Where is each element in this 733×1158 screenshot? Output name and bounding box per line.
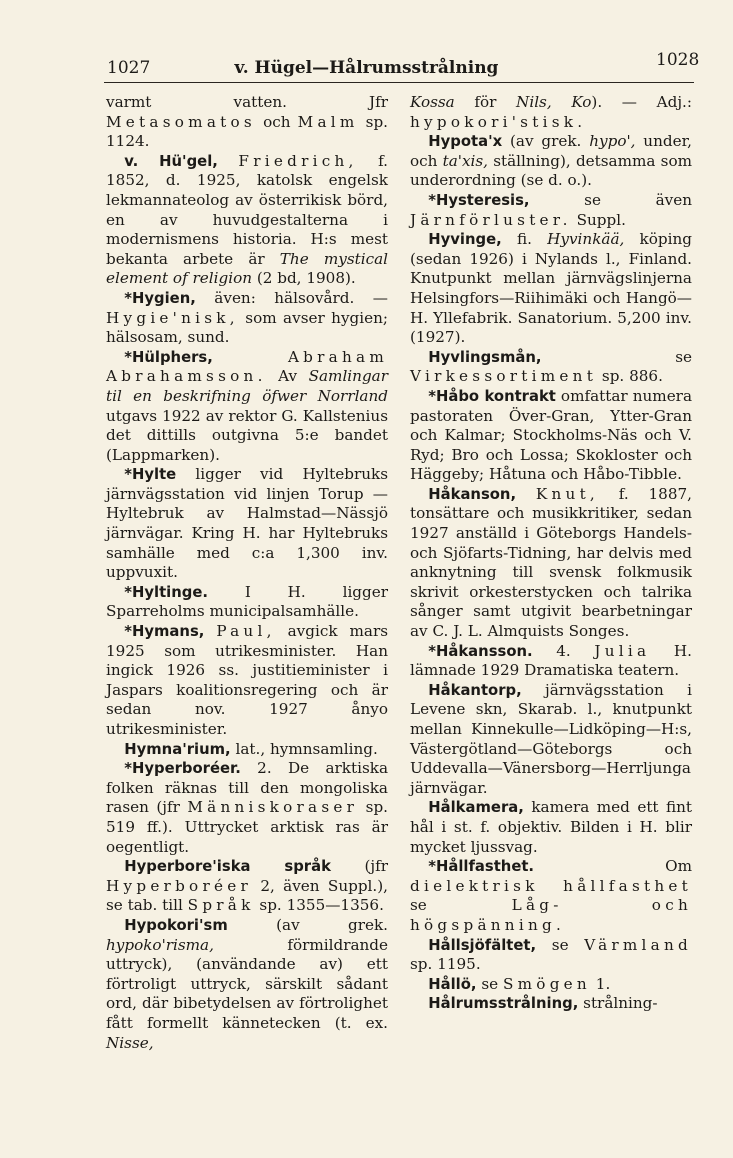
headword: Hållsjöfältet,	[428, 936, 537, 954]
headword: *Hysteresis,	[428, 191, 530, 209]
entry-hymans: *Hymans, Paul, avgick mars 1925 som utrikesminister. Han ingick 1926 ss. justitieminister i Jaspars koalitionsregering och är sedan nov. 1927 ånyo utrikesminister.	[106, 622, 388, 738]
entry-continuation: varmt vatten. Jfr Metasomatos och Malm sp. 1124.	[106, 93, 388, 151]
headword: Håkantorp,	[428, 681, 522, 699]
left-column	[106, 93, 388, 1053]
headword: *Hülphers,	[124, 348, 213, 366]
entry-hyltinge: *Hyltinge. I H. ligger Sparreholms municipalsamhälle.	[106, 582, 388, 621]
headword: *Hållfasthet.	[428, 858, 535, 876]
headword: Hållö,	[428, 975, 477, 993]
headword: *Hyperboréer.	[124, 760, 241, 778]
entry-hallfasthet: *Hållfasthet. Om dielektrisk hållfasthet se Låg- och högspänning.	[410, 857, 692, 934]
entry-hallsjofaltet: Hållsjöfältet, se Värmland sp. 1195.	[410, 935, 692, 974]
entry-hyvinge: Hyvinge, fi. Hyvinkää, köping (sedan 1926) i Nylands l., Finland. Knutpunkt mellan järnvägslinjerna Helsingfors—Riihimäki och Hangö—H. Yllefabrik. Sanatorium. 5,200 inv. (1927).	[410, 230, 692, 347]
headword: Håkanson,	[428, 485, 517, 503]
entry-hypotax: Hypota'x (av grek. hypo', under, och ta'xis, ställning), detsamma som underordning (se d. o.).	[410, 132, 692, 190]
headword: Hypota'x	[428, 133, 503, 151]
headword: *Håkansson.	[428, 642, 533, 660]
headword: Hålkamera,	[428, 799, 524, 817]
entry-hyperboreiska-sprak: Hyperbore'iska språk (jfr Hyperboréer 2, även Suppl.), se tab. till Språk sp. 1355—1356.	[106, 857, 388, 915]
headword: *Hyltinge.	[124, 583, 209, 601]
entry-hylte: *Hylte ligger vid Hyltebruks järnvägsstation vid linjen Torup —Hyltebruk av Halmstad—Nässjö järnvägar. Kring H. har Hyltebruks samhälle med c:a 1,300 inv. uppvuxit.	[106, 465, 388, 582]
entry-continuation: Kossa för Nils, Ko). — Adj.: hypokori'stisk.	[410, 93, 692, 131]
entry-hakanson: Håkanson, Knut, f. 1887, tonsättare och musikkritiker, sedan 1927 anställd i Göteborgs Handels- och Sjöfarts-Tidning, har delvis med anknytning till svensk folkmusik skrivit orkesterstycken och talrika sånger samt utgivit bearbetningar av C. J. L. Almquists Songes.	[410, 484, 692, 641]
entry-hygien: *Hygien, även: hälsovård. — Hygie'nisk, som avser hygien; hälsosam, sund.	[106, 288, 388, 347]
entry-hugel: v. Hü'gel, Friedrich, f. 1852, d. 1925, katolsk engelsk lekmannateolog av österrikisk börd, en av huvudgestalterna i modernismens historia. H:s mest bekanta arbete är The mystical element of religion (2 bd, 1908).	[106, 151, 389, 288]
headword: v. Hü'gel,	[124, 152, 218, 170]
headword: Hålrumsstrålning,	[428, 995, 579, 1013]
running-header	[0, 50, 733, 90]
entry-hulphers: *Hülphers, Abraham Abrahamsson. Av Samlingar til en beskrifning öfwer Norrland utgavs 1922 av rektor G. Kallstenius det dittills outgivna 5:e bandet (Lappmarken).	[106, 347, 388, 464]
page-number-right: 1028	[656, 50, 700, 70]
entry-halrumsstralning: Hålrumsstrålning, strålning-	[428, 994, 658, 1013]
entry-hakantorp: Håkantorp, järnvägsstation i Levene skn, Skarab. l., knutpunkt mellan Kinnekulle—Lidköping—H:s, Västergötland—Göteborgs och Uddevalla—Vänersborg—Herrljunga järnvägar.	[410, 680, 692, 797]
headword: *Hymans,	[124, 623, 205, 641]
entry-halkamera: Hålkamera, kamera med ett fint hål i st. f. objektiv. Bilden i H. blir mycket ljussvag.	[410, 798, 692, 856]
entry-habo-kontrakt: *Håbo kontrakt omfattar numera pastoraten Över-Gran, Ytter-Gran och Kalmar; Stockholms-Näs och V. Ryd; Bro och Lossa; Skokloster och Häggeby; Håtuna och Håbo-Tibble.	[410, 386, 692, 484]
headword: Hyvinge,	[428, 231, 502, 249]
headword: *Håbo kontrakt	[428, 387, 556, 405]
entry-hyperboreer: *Hyperboréer. 2. De arktiska folken räknas till den mongoliska rasen (jfr Människoraser sp. 519 ff.). Uttrycket arktisk ras är oegentligt.	[106, 759, 388, 856]
entry-hakansson: *Håkansson. 4. Julia H. lämnade 1929 Dramatiska teatern.	[410, 641, 692, 680]
headword: *Hygien,	[124, 289, 196, 307]
entry-hallo: Hållö, se Smögen 1.	[428, 974, 611, 993]
headword: Hyperbore'iska språk	[124, 858, 331, 876]
headword: *Hylte	[124, 466, 177, 484]
right-column	[410, 93, 692, 1014]
headword: Hymna'rium,	[124, 740, 231, 758]
running-title: v. Hügel—Hålrumsstrålning	[234, 58, 499, 78]
headword: Hypokori'sm	[124, 916, 228, 934]
headword: Hyvlingsmån,	[428, 348, 542, 366]
header-rule	[104, 82, 694, 83]
entry-hypokorism: Hypokori'sm (av grek. hypoko'risma, förmildrande uttryck), (användande av) ett förtroligt uttryck, särskilt sådant ord, där bibetydelsen av förtrolighet fått formellt kännetecken (t. ex. Nisse,	[106, 915, 388, 1052]
entry-hyvlingsman: Hyvlingsmån, se Virkessortiment sp. 886.	[410, 347, 692, 386]
page-number-left: 1027	[107, 58, 151, 78]
entry-hysteresis: *Hysteresis, se även Järnförluster. Suppl.	[410, 190, 692, 229]
entry-hymnarium: Hymna'rium, lat., hymnsamling.	[124, 739, 378, 758]
